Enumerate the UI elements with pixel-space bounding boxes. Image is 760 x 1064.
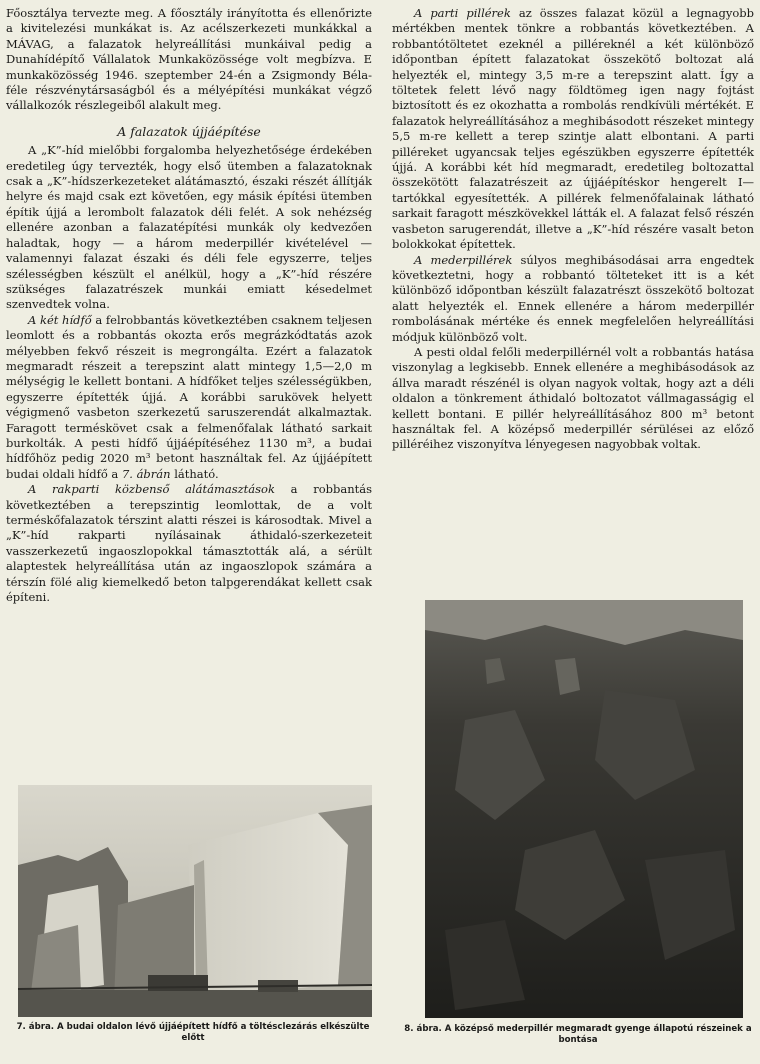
figure-7-caption: 7. ábra. A budai oldalon lévő újjáépített hídfő a töltésclezárás elkészülte előtt xyxy=(16,1022,370,1043)
paragraph-k-bridge: A „K”-híd mielőbbi forgalomba helyezhetősége érdekében eredetileg úgy tervezték, hogy első ütemben a falazatoknak csak a „K”-hídszerkezeteket alátámasztó, északi részét állítják helyre és majd csak ezt követően, egy másik építési ütemben építik újjá a lerombolt falazatok déli felét. A sok nehézség ellenére azonban a falazatépítési munkák oly kedvezően haladtak, hogy — a három mederpillér kivételével — valamennyi falazat északi és déli fele egyszerre, teljes szélességben készült el anélkül, hogy a „K”-híd részére szükséges falazatrészek munkái emiatt késedelmet szenvedtek volna. xyxy=(6,143,372,312)
figure-7-reference: 7. ábrán xyxy=(121,466,171,481)
river-piers-term: A mederpillérek xyxy=(414,252,513,267)
paragraph-embankment-supports xyxy=(6,482,372,605)
figure-8-photo xyxy=(425,600,743,1018)
paragraph-pest-pier: A pesti oldal felőli mederpillérnél volt a robbantás hatása viszonylag a legkisebb. Ennek ellenére a meghibásodások az állva maradt részénél is olyan nagyok voltak, hogy azt a déli oldalon a tönkrement áthidaló boltozatot vállmagasságig el kellett bontani. E pillér helyreállításához 800 m³ betont használtak fel. A középső mederpillér sérülései az előző pilléréihez viszonyítva lényegesen nagyobbak voltak. xyxy=(392,344,754,452)
supports-term: A rakparti közbenső alátámasztások xyxy=(28,482,275,497)
intro-paragraph: Főosztálya tervezte meg. A főosztály irányította és ellenőrizte a kivitelezési munkákat is. Az acélszerkezeti munkákkal a MÁVAG, a falazatok helyreállítási munkáival pedig a Dunahídépítő Vállalatok Munkaközössége volt megbízva. E munkaközösség 1946. szeptember 24-én a Zsigmondy Béla-féle részvénytársaságból és a mélyépítési munkákat végző vállalkozók részlegeiből alakult meg. xyxy=(6,6,372,113)
supports-text: a robbantás következtében a terepszintig leomlottak, de a volt terméskőfalazatok térszint alatti részei is károsodtak. Mivel a „K”-híd rakparti nyílásainak áthidaló-szerkezeteit vasszerkezetű ingaoszlopokkal támasztották alá, a sérült alaptestek helyreállítása után az ingaoszlopok számára a térszín fölé alig kiemelkedő beton talpgerendákat kellett csak építeni. xyxy=(6,482,372,605)
figure-7-photo xyxy=(18,785,372,1017)
paragraph-abutments xyxy=(6,313,372,482)
shore-piers-term: A parti pillérek xyxy=(414,6,511,20)
abutments-text-end: látható. xyxy=(174,466,219,481)
section-heading: A falazatok újjáépítése xyxy=(117,123,261,139)
abutments-text: a felrobbantás következtében csaknem teljesen leomlott és a robbantás okozta erős megrázkódtatás azok mélyebben fekvő részeit is megrongálta. Ezért a falazatok megmaradt részeit a terepszint alatt mintegy 1,5—2,0 m mélységig le kellett bontani. A hídfőket teljes szélességükben, egyszerre építették újjá. A korábbi sarukövek helyett végigmenő vasbeton szerkezetű saruszerendát alkalmaztak. Faragott terméskövet csak a felmenőfalak látható sarkait burkolták. A pesti hídfő újjáépítéséhez 1130 m³, a budai hídfőhöz pedig 2020 m³ betont használtak fel. Az újjáépített budai oldali hídfő a xyxy=(6,312,373,481)
right-column xyxy=(392,6,754,453)
figure-8-caption: 8. ábra. A középső mederpillér megmaradt gyenge állapotú részeinek a bontása xyxy=(404,1024,752,1045)
paragraph-river-piers xyxy=(392,253,754,345)
paragraph-shore-piers xyxy=(392,6,754,253)
shore-piers-text: az összes falazat közül a legnagyobb mértékben mentek tönkre a robbantás következtében. A robbantótöltetet ezeknél a pilléreknél a két különböző időpontban épített falazatokat összekötő boltozat alá helyezték el, mintegy 3,5 m-re a terepszint alatt. Így a töltetek felett lévő nagy földtömeg igen nagy fojtást biztosított és ez okozhatta a rombolás rendkívüli mértékét. E falazatok helyreállításához a meghibásodott részeket mintegy 5,5 m-re kellett a terep szintje alatt elbontani. A parti pilléreket ugyancsak teljes egészükben egyszerre építették újjá. A korábbi két híd megmaradt, eredetileg boltozattal összekötött falazatrészeit az újjáépítéskor hengerelt I—tartókkal egyesítették. A pillérek felmenőfalainak látható sarkait faragott mészkövekkel látták el. A falazat felső részén vasbeton sarugerendát, illetve a „K”-híd részére vasalt beton bolokkokat építettek. xyxy=(392,6,755,252)
river-piers-text: súlyos meghibásodásai arra engedtek következtetni, hogy a robbantó tölteteket itt is a két különböző időpontban készült falazatrészt összekötő boltozat alatt helyezték el. Ennek ellenére a három mederpillér rombolásának mértéke és ennek megfelelően helyreállítási módjuk különböző volt. xyxy=(392,252,754,344)
left-column xyxy=(6,6,372,605)
abutments-term: A két hídfő xyxy=(28,312,92,327)
